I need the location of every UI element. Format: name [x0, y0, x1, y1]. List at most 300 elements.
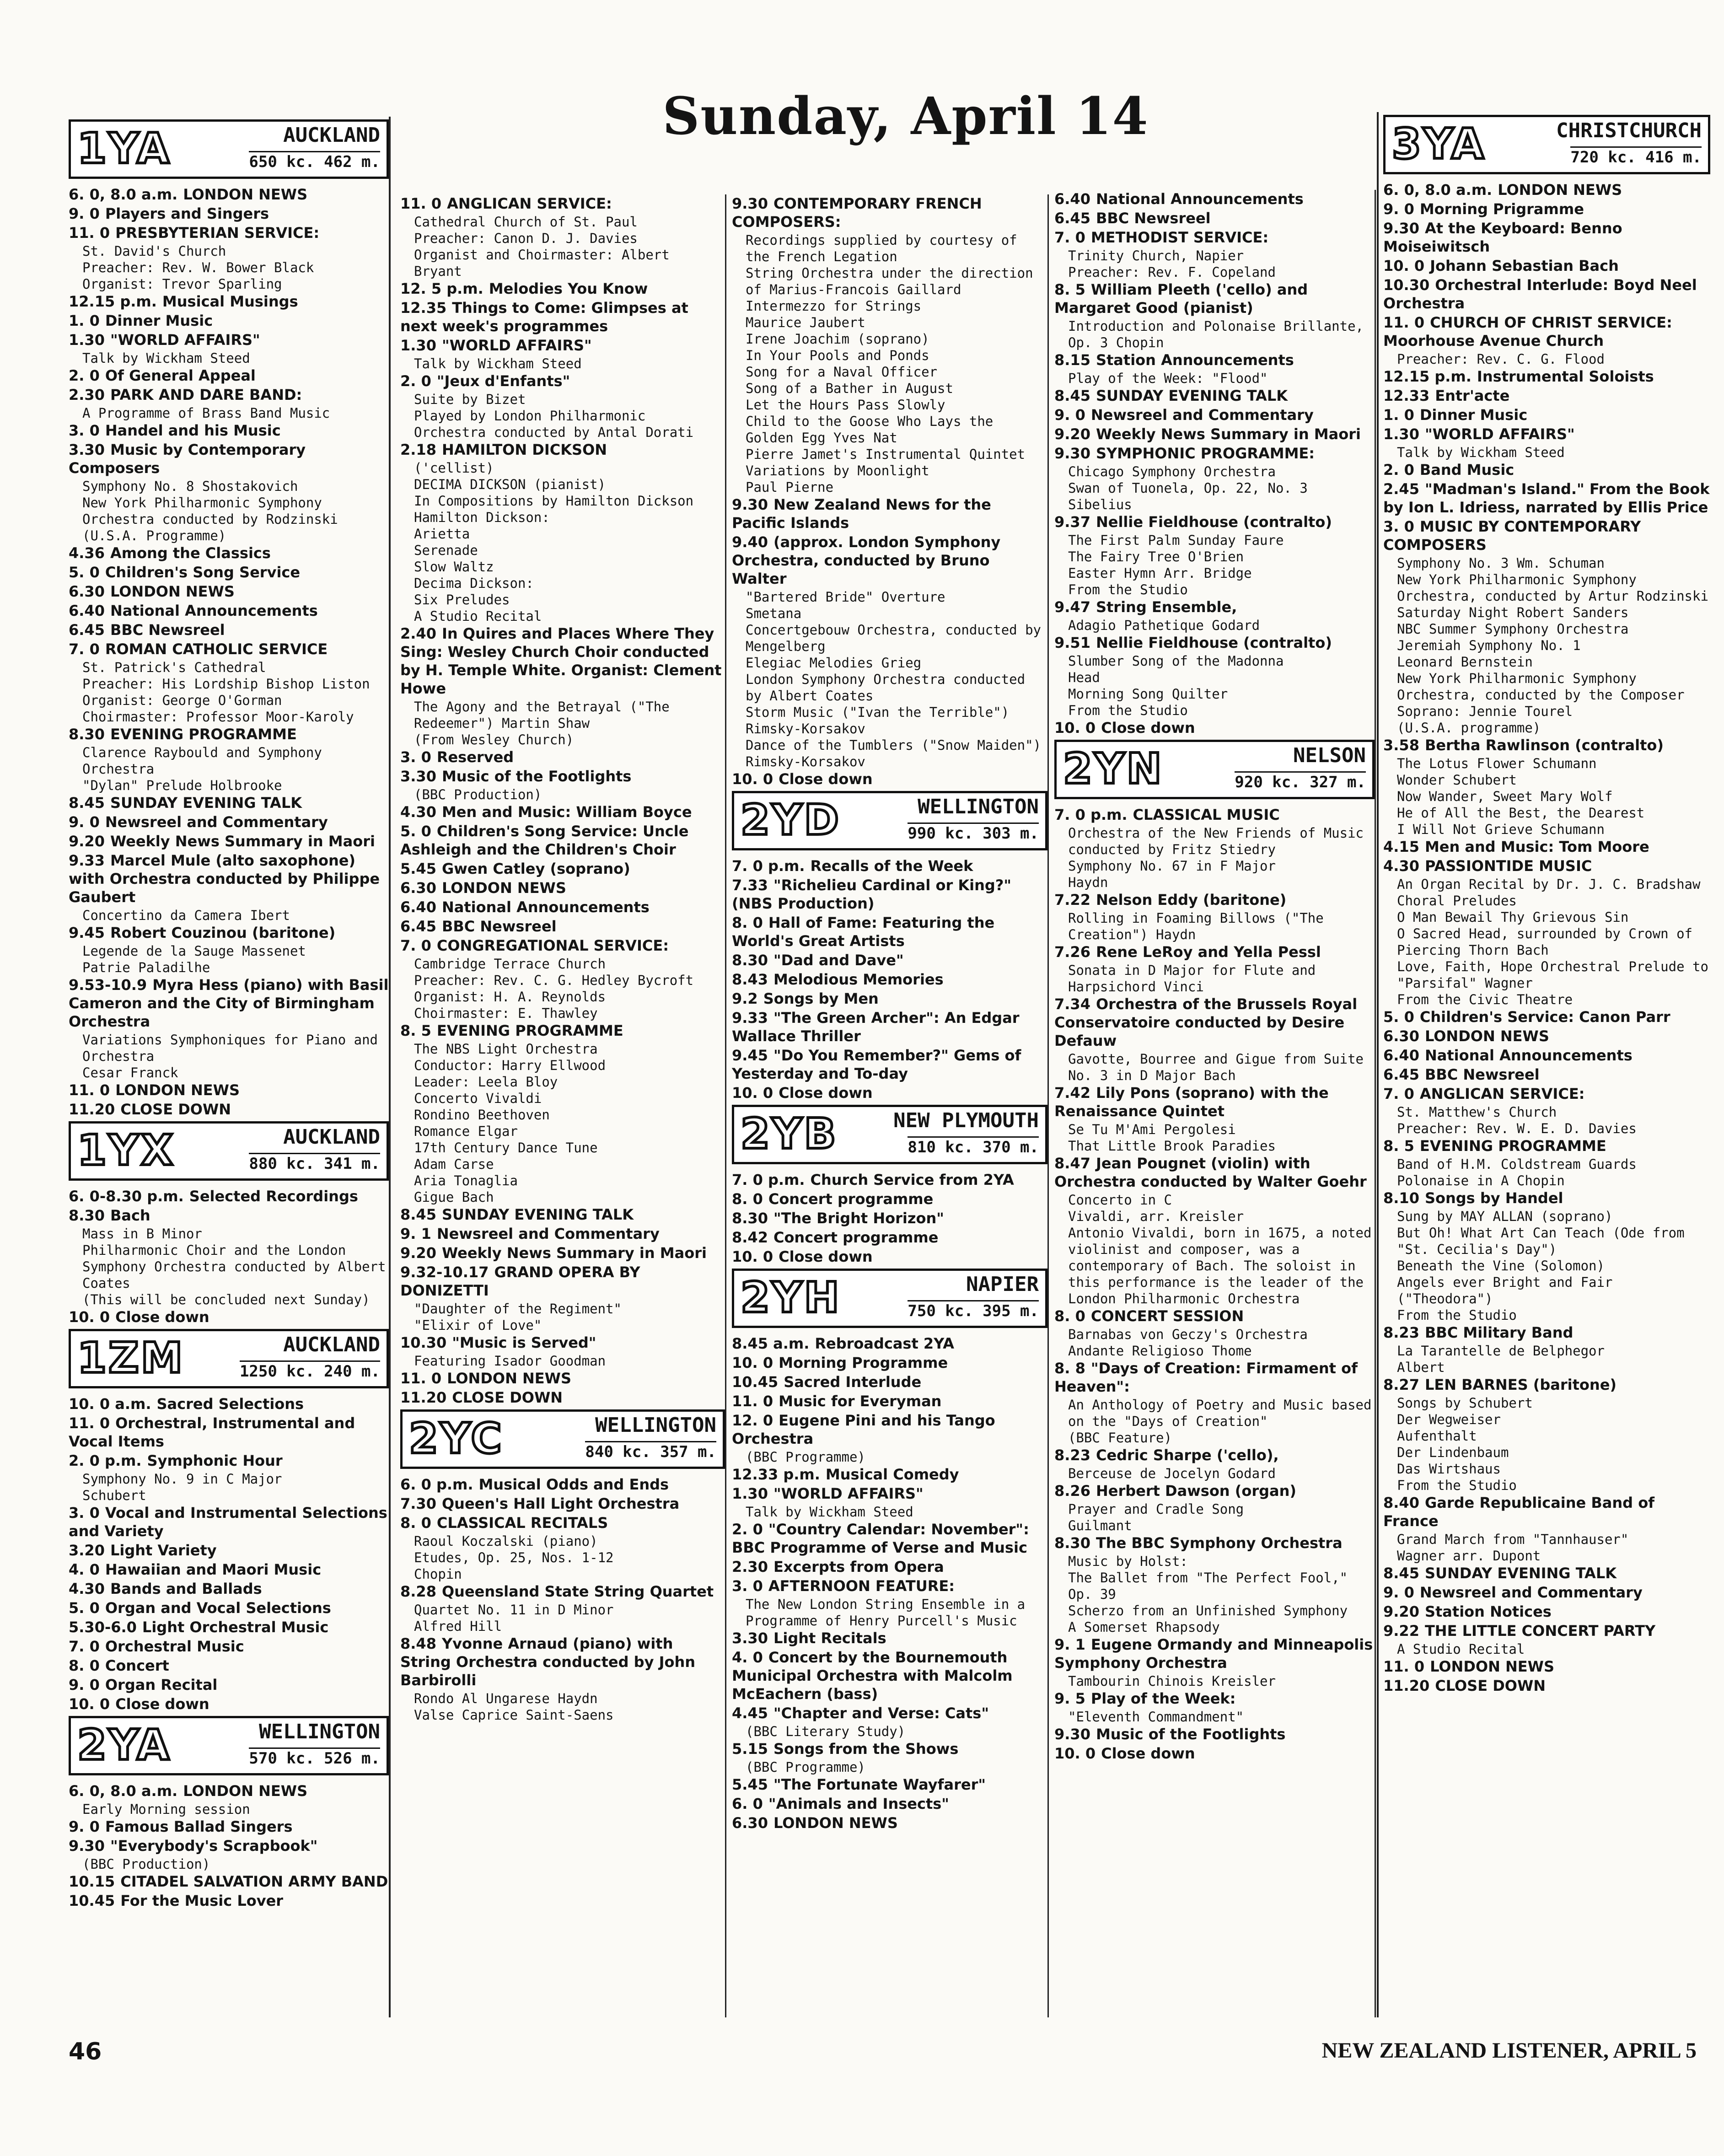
- programme-entry: [1383, 200, 1710, 218]
- entry-time: 8.30: [732, 952, 768, 969]
- entry-detail: The New London String Ensemble in a Programme of Henry Purcell's Music: [746, 1597, 1026, 1629]
- entry-title: Organ Recital: [105, 1676, 218, 1694]
- entry-detail: (U.S.A. Programme): [82, 528, 226, 543]
- programme-entry: [1383, 1494, 1710, 1530]
- entry-title: "WORLD AFFAIRS": [1424, 425, 1575, 443]
- entry-title: "Music is Served": [452, 1334, 596, 1351]
- entry-detail: (BBC Production): [82, 1856, 210, 1872]
- entry-time: 6.45: [400, 918, 436, 935]
- programme-entry: [1054, 1084, 1375, 1120]
- entry-detail: Rondo Al Ungarese Haydn: [414, 1691, 598, 1706]
- entry-time: 11.20: [1383, 1677, 1430, 1694]
- programme-entry: [732, 770, 1047, 788]
- programme-entry: [732, 1190, 1047, 1208]
- entry-time: 9. 0: [1383, 200, 1414, 218]
- entry-detail: Guilmant: [1068, 1518, 1132, 1533]
- entry-title: Men and Music: Tom Moore: [1424, 838, 1649, 855]
- programme-entry: [69, 331, 389, 349]
- entry-title: Rene LeRoy and Yella Pessl: [1096, 943, 1321, 961]
- entry-title: GRAND OPERA BY DONIZETTI: [400, 1263, 640, 1299]
- entry-time: 4.30: [400, 803, 436, 821]
- entry-time: 10. 0: [732, 770, 773, 788]
- station-header: [732, 1105, 1047, 1164]
- entry-time: 11. 0: [1383, 1658, 1425, 1675]
- entry-detail: A Programme of Brass Band Music: [82, 405, 330, 421]
- entry-title: The BBC Symphony Orchestra: [1096, 1534, 1343, 1552]
- programme-entry: [1383, 1137, 1710, 1155]
- entry-title: ANGLICAN SERVICE:: [1419, 1085, 1585, 1102]
- programme-entry: [69, 1892, 389, 1910]
- entry-time: 6. 0, 8.0 a.m.: [69, 1782, 178, 1800]
- programme-entry: [400, 280, 725, 298]
- entry-detail: Music by Holst:: [1068, 1554, 1188, 1569]
- programme-entry: [1054, 891, 1375, 909]
- entry-title: Nellie Fieldhouse (contralto): [1096, 634, 1332, 651]
- programme-entry: [69, 1206, 389, 1225]
- entry-detail: Preacher: Rev. W. Bower Black: [82, 260, 314, 275]
- entry-title: LONDON NEWS: [183, 186, 308, 203]
- programme-entry: [69, 725, 389, 743]
- entry-time: 9.32-10.17: [400, 1263, 489, 1281]
- programme-entry: [69, 1100, 389, 1118]
- programme-entry: [732, 1411, 1047, 1448]
- programme-entry: [400, 767, 725, 785]
- entry-detail: Recordings supplied by courtesy of the French Legation: [746, 232, 1017, 264]
- entry-detail: (BBC Feature): [1068, 1430, 1172, 1446]
- programme-entry: [1383, 1622, 1710, 1640]
- programme-entry: [1383, 1376, 1710, 1394]
- entry-detail: "Daughter of the Regiment": [414, 1301, 622, 1317]
- entry-time: 9.47: [1054, 598, 1090, 616]
- entry-title: PARK AND DARE BAND:: [110, 386, 302, 403]
- entry-time: 10. 0 a.m.: [69, 1395, 151, 1413]
- entry-time: 12.33: [1383, 387, 1430, 404]
- entry-title: In Quires and Places Where They Sing: Wesley Church Choir conducted by H. Temple White. Organist: Clement Howe: [400, 625, 722, 697]
- programme-entry: [1383, 1583, 1710, 1602]
- entry-time: 3.58: [1383, 737, 1419, 754]
- programme-entry: [1383, 257, 1710, 275]
- entry-detail: Saturday Night Robert Sanders: [1397, 605, 1629, 620]
- entry-title: "Madman's Island." From the Book by Ion L. Idriess, narrated by Ellis Price: [1383, 480, 1710, 516]
- programme-entry: [69, 1676, 389, 1694]
- entry-detail: St. Matthew's Church: [1397, 1104, 1557, 1120]
- entry-detail: Choirmaster: E. Thawley: [414, 1005, 598, 1021]
- entry-detail: Scherzo from an Unfinished Symphony: [1068, 1603, 1348, 1618]
- entry-detail: New York Philharmonic Symphony Orchestra, conducted by the Composer: [1397, 671, 1685, 703]
- programme-entry: [69, 794, 389, 812]
- page-title: Sunday, April 14: [662, 86, 1149, 146]
- station-header: [732, 791, 1047, 850]
- programme-entry: [1054, 1154, 1375, 1191]
- entry-time: 6. 0: [732, 1795, 763, 1812]
- entry-time: 4. 0: [69, 1561, 100, 1578]
- entry-detail: A Studio Recital: [1397, 1641, 1525, 1657]
- entry-time: 1.30: [69, 331, 105, 349]
- programme-entry: [732, 1228, 1047, 1247]
- entry-title: Weekly News Summary in Maori: [1096, 425, 1361, 443]
- entry-title: Men and Music: William Boyce: [441, 803, 692, 821]
- programme-entry: [400, 1205, 725, 1224]
- entry-title: Close down: [779, 1248, 873, 1265]
- entry-detail: Haydn: [1068, 875, 1108, 890]
- programme-entry: [69, 1656, 389, 1675]
- programme-entry: [1383, 1677, 1710, 1695]
- programme-entry: [732, 1465, 1047, 1484]
- programme-entry: [1383, 517, 1710, 554]
- entry-detail: Cambridge Terrace Church: [414, 956, 606, 972]
- station-call: 2YD: [741, 796, 841, 844]
- entry-detail: Played by London Philharmonic Orchestra conducted by Antal Dorati: [414, 408, 694, 440]
- programme-entry: [1383, 857, 1710, 875]
- entry-time: 7.22: [1054, 891, 1090, 909]
- programme-entry: [69, 1308, 389, 1326]
- entry-title: "Richelieu Cardinal or King?" (NBS Production): [732, 876, 1012, 912]
- entry-title: String Ensemble,: [1096, 598, 1237, 616]
- entry-time: 8.26: [1054, 1482, 1090, 1500]
- entry-detail: Morning Song Quilter: [1068, 686, 1228, 702]
- entry-time: 11.20: [69, 1101, 115, 1118]
- programme-entry: [400, 1225, 725, 1243]
- entry-detail: New York Philharmonic Symphony Orchestra conducted by Rodzinski: [82, 495, 338, 527]
- entry-detail: Let the Hours Pass Slowly: [746, 397, 945, 413]
- entry-time: 6.40: [1054, 190, 1090, 208]
- entry-title: LONDON NEWS: [183, 1782, 308, 1800]
- entry-time: 7.34: [1054, 995, 1090, 1013]
- programme-entry: [1054, 1359, 1375, 1396]
- entry-time: 10. 0: [1383, 257, 1425, 274]
- entry-time: 7. 0: [1054, 229, 1085, 246]
- entry-time: 7. 0: [69, 640, 100, 658]
- programme-entry: [1054, 406, 1375, 424]
- entry-title: "Chapter and Verse: Cats": [773, 1704, 989, 1722]
- entry-detail: Cathedral Church of St. Paul: [414, 214, 638, 230]
- programme-entry: [1383, 461, 1710, 479]
- entry-title: Orchestral, Instrumental and Vocal Items: [69, 1414, 355, 1450]
- entry-detail: The Agony and the Betrayal ("The Redeemer") Martin Shaw: [414, 699, 670, 731]
- programme-entry: [1054, 209, 1375, 227]
- entry-time: 3. 0: [69, 1504, 100, 1522]
- entry-title: (approx. London Symphony Orchestra, conducted by Bruno Walter: [732, 533, 1001, 587]
- entry-detail: Legende de la Sauge Massenet: [82, 943, 306, 959]
- programme-entry: [69, 204, 389, 223]
- entry-detail: From the Studio: [1068, 703, 1188, 718]
- entry-detail: Talk by Wickham Steed: [82, 350, 250, 366]
- programme-entry: [1383, 1027, 1710, 1045]
- entry-detail: Wonder Schubert: [1397, 772, 1517, 788]
- entry-detail: "Elixir of Love": [414, 1317, 542, 1333]
- entry-title: Light Orchestral Music: [142, 1618, 329, 1636]
- programme-entry: [400, 936, 725, 955]
- entry-detail: Symphony No. 3 Wm. Schuman: [1397, 555, 1605, 571]
- entry-title: Orchestra of the Brussels Royal Conservatoire conducted by Desire Defauw: [1054, 995, 1358, 1049]
- programme-entry: [1383, 313, 1710, 350]
- entry-title: Close down: [1101, 719, 1195, 737]
- entry-title: William Pleeth ('cello) and Margaret Good (pianist): [1054, 281, 1308, 317]
- station-city: NAPIER: [966, 1273, 1039, 1296]
- entry-title: Songs by Handel: [1424, 1189, 1563, 1207]
- entry-time: 9.2: [732, 990, 758, 1007]
- entry-detail: Barnabas von Geczy's Orchestra: [1068, 1327, 1308, 1342]
- programme-entry: [1383, 276, 1710, 312]
- entry-title: Music of the Footlights: [441, 768, 632, 785]
- entry-detail: "Dylan" Prelude Holbrooke: [82, 778, 282, 793]
- entry-time: 6.40: [1383, 1047, 1419, 1064]
- programme-entry: [69, 224, 389, 242]
- entry-title: Light Recitals: [773, 1629, 886, 1647]
- entry-time: 6.30: [400, 879, 436, 897]
- entry-title: Herbert Dawson (organ): [1096, 1482, 1297, 1500]
- entry-time: 7.26: [1054, 943, 1090, 961]
- entry-title: Among the Classics: [110, 544, 271, 562]
- entry-detail: The Fairy Tree O'Brien: [1068, 549, 1244, 565]
- entry-time: 9. 1: [1054, 1636, 1085, 1653]
- programme-entry: [69, 185, 389, 204]
- entry-detail: Jeremiah Symphony No. 1: [1397, 638, 1581, 653]
- entry-time: 6. 0 p.m.: [400, 1476, 473, 1493]
- programme-entry: [69, 1817, 389, 1836]
- programme-entry: [1054, 995, 1375, 1050]
- entry-detail: Adam Carse: [414, 1156, 494, 1172]
- entry-title: Music of the Footlights: [1096, 1726, 1286, 1743]
- entry-detail: Orchestra of the New Friends of Music conducted by Fritz Stiedry: [1068, 825, 1364, 857]
- column-5: [1377, 112, 1710, 2017]
- entry-detail: A Studio Recital: [414, 608, 542, 624]
- entry-detail: Philharmonic Choir and the London Symphony Orchestra conducted by Albert Coates: [82, 1242, 386, 1291]
- entry-title: ROMAN CATHOLIC SERVICE: [105, 640, 328, 658]
- entry-title: Queensland State String Quartet: [441, 1583, 714, 1600]
- entry-title: Band Music: [1419, 461, 1515, 479]
- programme-entry: [732, 1334, 1047, 1353]
- station-header: [69, 1716, 389, 1775]
- entry-title: BBC Newsreel: [441, 918, 557, 935]
- entry-title: Bach: [110, 1207, 150, 1224]
- entry-title: CLASSICAL MUSIC: [1133, 806, 1280, 823]
- entry-title: LONDON NEWS: [1498, 181, 1622, 199]
- entry-time: 3. 0: [400, 748, 431, 766]
- entry-detail: Albert: [1397, 1360, 1445, 1375]
- entry-time: 6.40: [400, 898, 436, 916]
- entry-detail: Early Morning session: [82, 1801, 250, 1817]
- entry-title: Light Variety: [110, 1542, 217, 1559]
- programme-entry: [69, 1872, 389, 1891]
- entry-detail: Maurice Jaubert: [746, 315, 865, 330]
- entry-time: 5.45: [732, 1776, 768, 1793]
- programme-entry: [1054, 387, 1375, 405]
- entry-detail: Elegiac Melodies Grieg: [746, 655, 922, 671]
- entry-time: 3.30: [69, 441, 105, 458]
- entry-time: 8.15: [1054, 351, 1090, 369]
- entry-detail: Organist: George O'Gorman: [82, 693, 282, 708]
- entry-time: 8.30: [1054, 1534, 1090, 1552]
- programme-entry: [400, 194, 725, 213]
- station-call: 1YA: [77, 124, 172, 173]
- entry-detail: O Man Bewail Thy Grievous Sin: [1397, 909, 1629, 925]
- entry-time: 10. 0: [732, 1354, 773, 1371]
- programme-entry: [69, 1580, 389, 1598]
- entry-time: 9.30: [1054, 1726, 1090, 1743]
- entry-title: Bands and Ballads: [110, 1580, 262, 1597]
- entry-detail: Aria Tonaglia: [414, 1173, 518, 1188]
- entry-title: Hawaiian and Maori Music: [105, 1561, 322, 1578]
- station-city: AUCKLAND: [283, 1125, 380, 1149]
- entry-detail: That Little Brook Paradies: [1068, 1138, 1276, 1154]
- entry-detail: Chicago Symphony Orchestra: [1068, 464, 1276, 479]
- entry-time: 8.23: [1054, 1446, 1090, 1464]
- entry-detail: Concertgebouw Orchestra, conducted by Mengelberg: [746, 622, 1042, 654]
- programme-entry: [732, 194, 1047, 231]
- entry-detail: Head: [1068, 670, 1100, 685]
- entry-title: Newsreel and Commentary: [436, 1225, 660, 1242]
- entry-title: SUNDAY EVENING TALK: [110, 794, 302, 812]
- programme-entry: [69, 924, 389, 942]
- entry-title: Rebroadcast 2YA: [815, 1335, 955, 1352]
- entry-time: 9.30: [732, 195, 768, 212]
- programme-entry: [1383, 1008, 1710, 1026]
- entry-detail: Raoul Koczalski (piano): [414, 1533, 598, 1549]
- entry-detail: Symphony No. 67 in F Major: [1068, 858, 1276, 874]
- entry-time: 10. 0: [1054, 1745, 1096, 1762]
- station-call: 2YB: [741, 1109, 838, 1158]
- entry-title: Handel and his Music: [105, 422, 281, 439]
- programme-entry: [400, 1475, 725, 1494]
- entry-time: 8.30: [69, 726, 105, 743]
- programme-entry: [1383, 1657, 1710, 1676]
- entry-detail: Play of the Week: "Flood": [1068, 371, 1268, 386]
- entry-detail: Love, Faith, Hope Orchestral Prelude to "Parsifal" Wagner: [1397, 959, 1708, 991]
- programme-entry: [69, 441, 389, 477]
- entry-title: Station Notices: [1424, 1603, 1552, 1620]
- column-1: [69, 117, 391, 2017]
- entry-detail: Smetana: [746, 606, 802, 621]
- programme-entry: [732, 1814, 1047, 1832]
- entry-detail: Der Wegweiser: [1397, 1412, 1501, 1427]
- entry-time: 12. 5 p.m.: [400, 280, 483, 297]
- entry-time: 10.45: [732, 1373, 779, 1391]
- station-header: [69, 1329, 389, 1388]
- entry-time: 4.36: [69, 544, 105, 562]
- entry-title: Melodious Memories: [773, 971, 944, 988]
- entry-time: 7. 0 p.m.: [732, 857, 805, 875]
- entry-detail: Intermezzo for Strings: [746, 298, 922, 314]
- programme-entry: [1054, 1725, 1375, 1743]
- entry-detail: Der Lindenbaum: [1397, 1445, 1509, 1460]
- entry-detail: From the Studio: [1068, 582, 1188, 597]
- entry-time: 8. 5: [1054, 281, 1085, 298]
- entry-time: 3.30: [732, 1629, 768, 1647]
- entry-title: "The Green Archer": An Edgar Wallace Thriller: [732, 1009, 1020, 1045]
- entry-time: 2.40: [400, 625, 436, 642]
- entry-title: Yvonne Arnaud (piano) with String Orchestra conducted by John Barbirolli: [400, 1635, 696, 1689]
- entry-time: 1.30: [400, 337, 436, 354]
- entry-title: SUNDAY EVENING TALK: [441, 1206, 634, 1223]
- entry-title: Close down: [779, 770, 873, 788]
- entry-detail: Gigue Bach: [414, 1189, 494, 1205]
- entry-time: 5.45: [400, 860, 436, 877]
- programme-entry: [732, 1704, 1047, 1722]
- entry-title: Cedric Sharpe ('cello),: [1096, 1446, 1279, 1464]
- entry-detail: Preacher: Canon D. J. Davies: [414, 231, 638, 246]
- entry-time: 4.30: [1383, 857, 1419, 875]
- entry-detail: Polonaise in A Chopin: [1397, 1173, 1565, 1188]
- programme-entry: [1383, 219, 1710, 256]
- programme-entry: [1383, 736, 1710, 754]
- programme-entry: [400, 748, 725, 766]
- entry-detail: Suite by Bizet: [414, 392, 526, 407]
- entry-time: 4. 0: [732, 1649, 763, 1666]
- entry-title: Vocal and Instrumental Selections and Variety: [69, 1504, 387, 1540]
- entry-time: 8.48: [400, 1635, 436, 1652]
- entry-time: 11. 0: [400, 1370, 442, 1387]
- entry-detail: London Symphony Orchestra conducted by Albert Coates: [746, 672, 1026, 704]
- entry-detail: Serenade: [414, 543, 478, 558]
- entry-time: 8.28: [400, 1583, 436, 1600]
- entry-detail: From the Civic Theatre: [1397, 992, 1573, 1007]
- programme-entry: [69, 312, 389, 330]
- entry-title: CLOSE DOWN: [120, 1101, 231, 1118]
- entry-time: 8. 5: [1383, 1137, 1414, 1155]
- entry-time: 7.42: [1054, 1084, 1090, 1102]
- programme-entry: [1383, 1323, 1710, 1342]
- programme-entry: [732, 989, 1047, 1008]
- entry-time: 8.45: [400, 1206, 436, 1223]
- programme-entry: [732, 1171, 1047, 1189]
- programme-entry: [69, 582, 389, 601]
- entry-time: 2. 0: [1383, 461, 1414, 479]
- programme-entry: [732, 1740, 1047, 1758]
- programme-entry: [1054, 1534, 1375, 1552]
- entry-detail: Organist: H. A. Reynolds: [414, 989, 606, 1005]
- programme-entry: [69, 602, 389, 620]
- entry-detail: Preacher: Rev. W. E. D. Davies: [1397, 1121, 1637, 1136]
- entry-time: 5. 0: [69, 1599, 100, 1617]
- entry-time: 1. 0: [1383, 406, 1414, 424]
- programme-entry: [732, 914, 1047, 950]
- entry-title: National Announcements: [1424, 1047, 1633, 1064]
- entry-title: Musical Musings: [162, 293, 298, 310]
- programme-entry: [400, 1634, 725, 1689]
- station-city: AUCKLAND: [283, 1333, 380, 1356]
- programme-entry: [69, 1782, 389, 1800]
- entry-detail: Antonio Vivaldi, born in 1675, a noted violinist and composer, was a contemporary of Bach. The soloist in this performance is the leader of the London Philharmonic Orchestra: [1068, 1225, 1372, 1307]
- entry-title: Of General Appeal: [105, 367, 256, 384]
- entry-time: 3.20: [69, 1542, 105, 1559]
- entry-time: 9. 0: [69, 1676, 100, 1694]
- station-call: 1ZM: [77, 1333, 185, 1382]
- programme-entry: [732, 1209, 1047, 1227]
- entry-time: 9.33: [69, 852, 105, 869]
- entry-time: 9.40: [732, 533, 768, 551]
- programme-entry: [400, 917, 725, 936]
- entry-time: 3. 0: [69, 422, 100, 439]
- programme-entry: [732, 1558, 1047, 1576]
- entry-time: 4.45: [732, 1704, 768, 1722]
- programme-entry: [1383, 1046, 1710, 1065]
- entry-title: Excerpts from Opera: [773, 1558, 944, 1575]
- entry-time: 6.30: [1383, 1027, 1419, 1045]
- entry-detail: Now Wander, Sweet Mary Wolf: [1397, 789, 1613, 804]
- entry-detail: Cesar Franck: [82, 1065, 178, 1081]
- entry-time: 1. 0: [69, 312, 100, 329]
- programme-entry: [732, 495, 1047, 532]
- programme-entry: [1054, 598, 1375, 616]
- entry-title: Johann Sebastian Bach: [1430, 257, 1619, 274]
- publication-footer: NEW ZEALAND LISTENER, APRIL 5: [1321, 2038, 1697, 2063]
- entry-detail: Hamilton Dickson:: [414, 510, 550, 525]
- entry-detail: Sibelius: [1068, 497, 1132, 512]
- entry-title: Weekly News Summary in Maori: [110, 833, 375, 850]
- entry-time: 8.40: [1383, 1494, 1419, 1511]
- programme-entry: [69, 1395, 389, 1413]
